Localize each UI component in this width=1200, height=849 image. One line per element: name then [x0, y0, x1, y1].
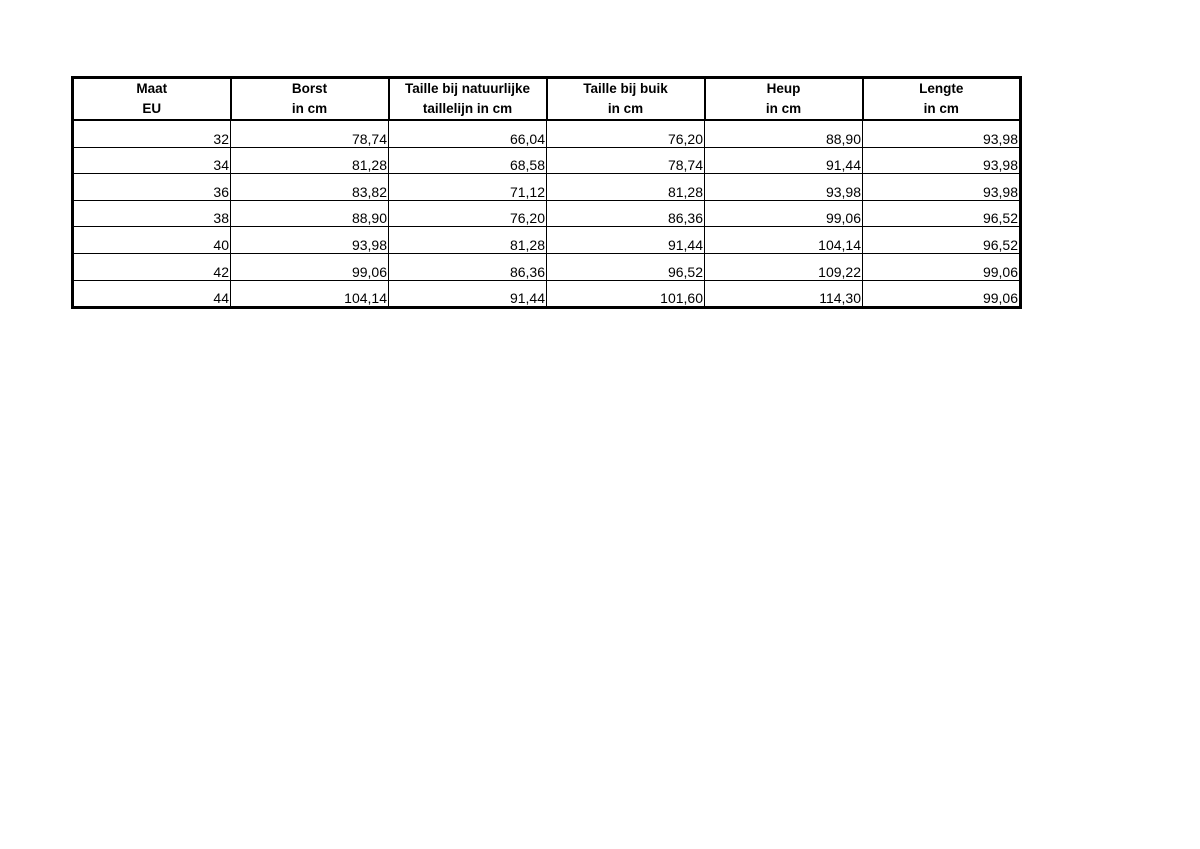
- table-row: [73, 120, 1021, 147]
- cell-taille-buik: 76,20: [547, 120, 705, 147]
- cell-taille-buik: 78,74: [547, 147, 705, 174]
- cell-heup: 109,22: [705, 253, 863, 280]
- cell-taille-natuurlijk: 66,04: [389, 120, 547, 147]
- cell-borst: 99,06: [231, 253, 389, 280]
- cell-borst: 88,90: [231, 200, 389, 227]
- cell-taille-buik: 96,52: [547, 253, 705, 280]
- cell-borst: 104,14: [231, 280, 389, 308]
- cell-heup: 99,06: [705, 200, 863, 227]
- cell-borst: 93,98: [231, 227, 389, 254]
- header-maat: Maat EU: [73, 78, 231, 121]
- size-chart: [71, 76, 1022, 309]
- table-row: [73, 253, 1021, 280]
- cell-lengte: 99,06: [863, 280, 1021, 308]
- cell-lengte: 93,98: [863, 174, 1021, 201]
- cell-heup: 88,90: [705, 120, 863, 147]
- cell-taille-buik: 101,60: [547, 280, 705, 308]
- cell-borst: 83,82: [231, 174, 389, 201]
- cell-lengte: 93,98: [863, 147, 1021, 174]
- cell-maat: 36: [73, 174, 231, 201]
- table-row: [73, 174, 1021, 201]
- cell-heup: 104,14: [705, 227, 863, 254]
- cell-maat: 44: [73, 280, 231, 308]
- cell-maat: 38: [73, 200, 231, 227]
- header-row: [73, 78, 1021, 121]
- cell-taille-natuurlijk: 86,36: [389, 253, 547, 280]
- cell-taille-natuurlijk: 91,44: [389, 280, 547, 308]
- cell-lengte: 96,52: [863, 227, 1021, 254]
- header-taille-natuurlijk: Taille bij natuurlijke taillelijn in cm: [389, 78, 547, 121]
- size-table: [71, 76, 1022, 309]
- header-borst: Borst in cm: [231, 78, 389, 121]
- table-row: [73, 200, 1021, 227]
- cell-maat: 40: [73, 227, 231, 254]
- header-heup: Heup in cm: [705, 78, 863, 121]
- cell-heup: 91,44: [705, 147, 863, 174]
- cell-borst: 78,74: [231, 120, 389, 147]
- cell-taille-buik: 86,36: [547, 200, 705, 227]
- cell-taille-natuurlijk: 68,58: [389, 147, 547, 174]
- cell-maat: 42: [73, 253, 231, 280]
- cell-lengte: 93,98: [863, 120, 1021, 147]
- cell-maat: 34: [73, 147, 231, 174]
- cell-taille-buik: 91,44: [547, 227, 705, 254]
- cell-taille-natuurlijk: 71,12: [389, 174, 547, 201]
- cell-maat: 32: [213, 130, 229, 147]
- cell-lengte: 96,52: [863, 200, 1021, 227]
- header-lengte: Lengte in cm: [863, 78, 1021, 121]
- table-row: [73, 147, 1021, 174]
- cell-taille-natuurlijk: 81,28: [389, 227, 547, 254]
- cell-heup: 114,30: [705, 280, 863, 308]
- cell-heup: 93,98: [705, 174, 863, 201]
- table-row: [73, 227, 1021, 254]
- cell-borst: 81,28: [231, 147, 389, 174]
- cell-taille-natuurlijk: 76,20: [389, 200, 547, 227]
- header-taille-buik: Taille bij buik in cm: [547, 78, 705, 121]
- cell-lengte: 99,06: [863, 253, 1021, 280]
- table-row: [73, 280, 1021, 308]
- cell-taille-buik: 81,28: [547, 174, 705, 201]
